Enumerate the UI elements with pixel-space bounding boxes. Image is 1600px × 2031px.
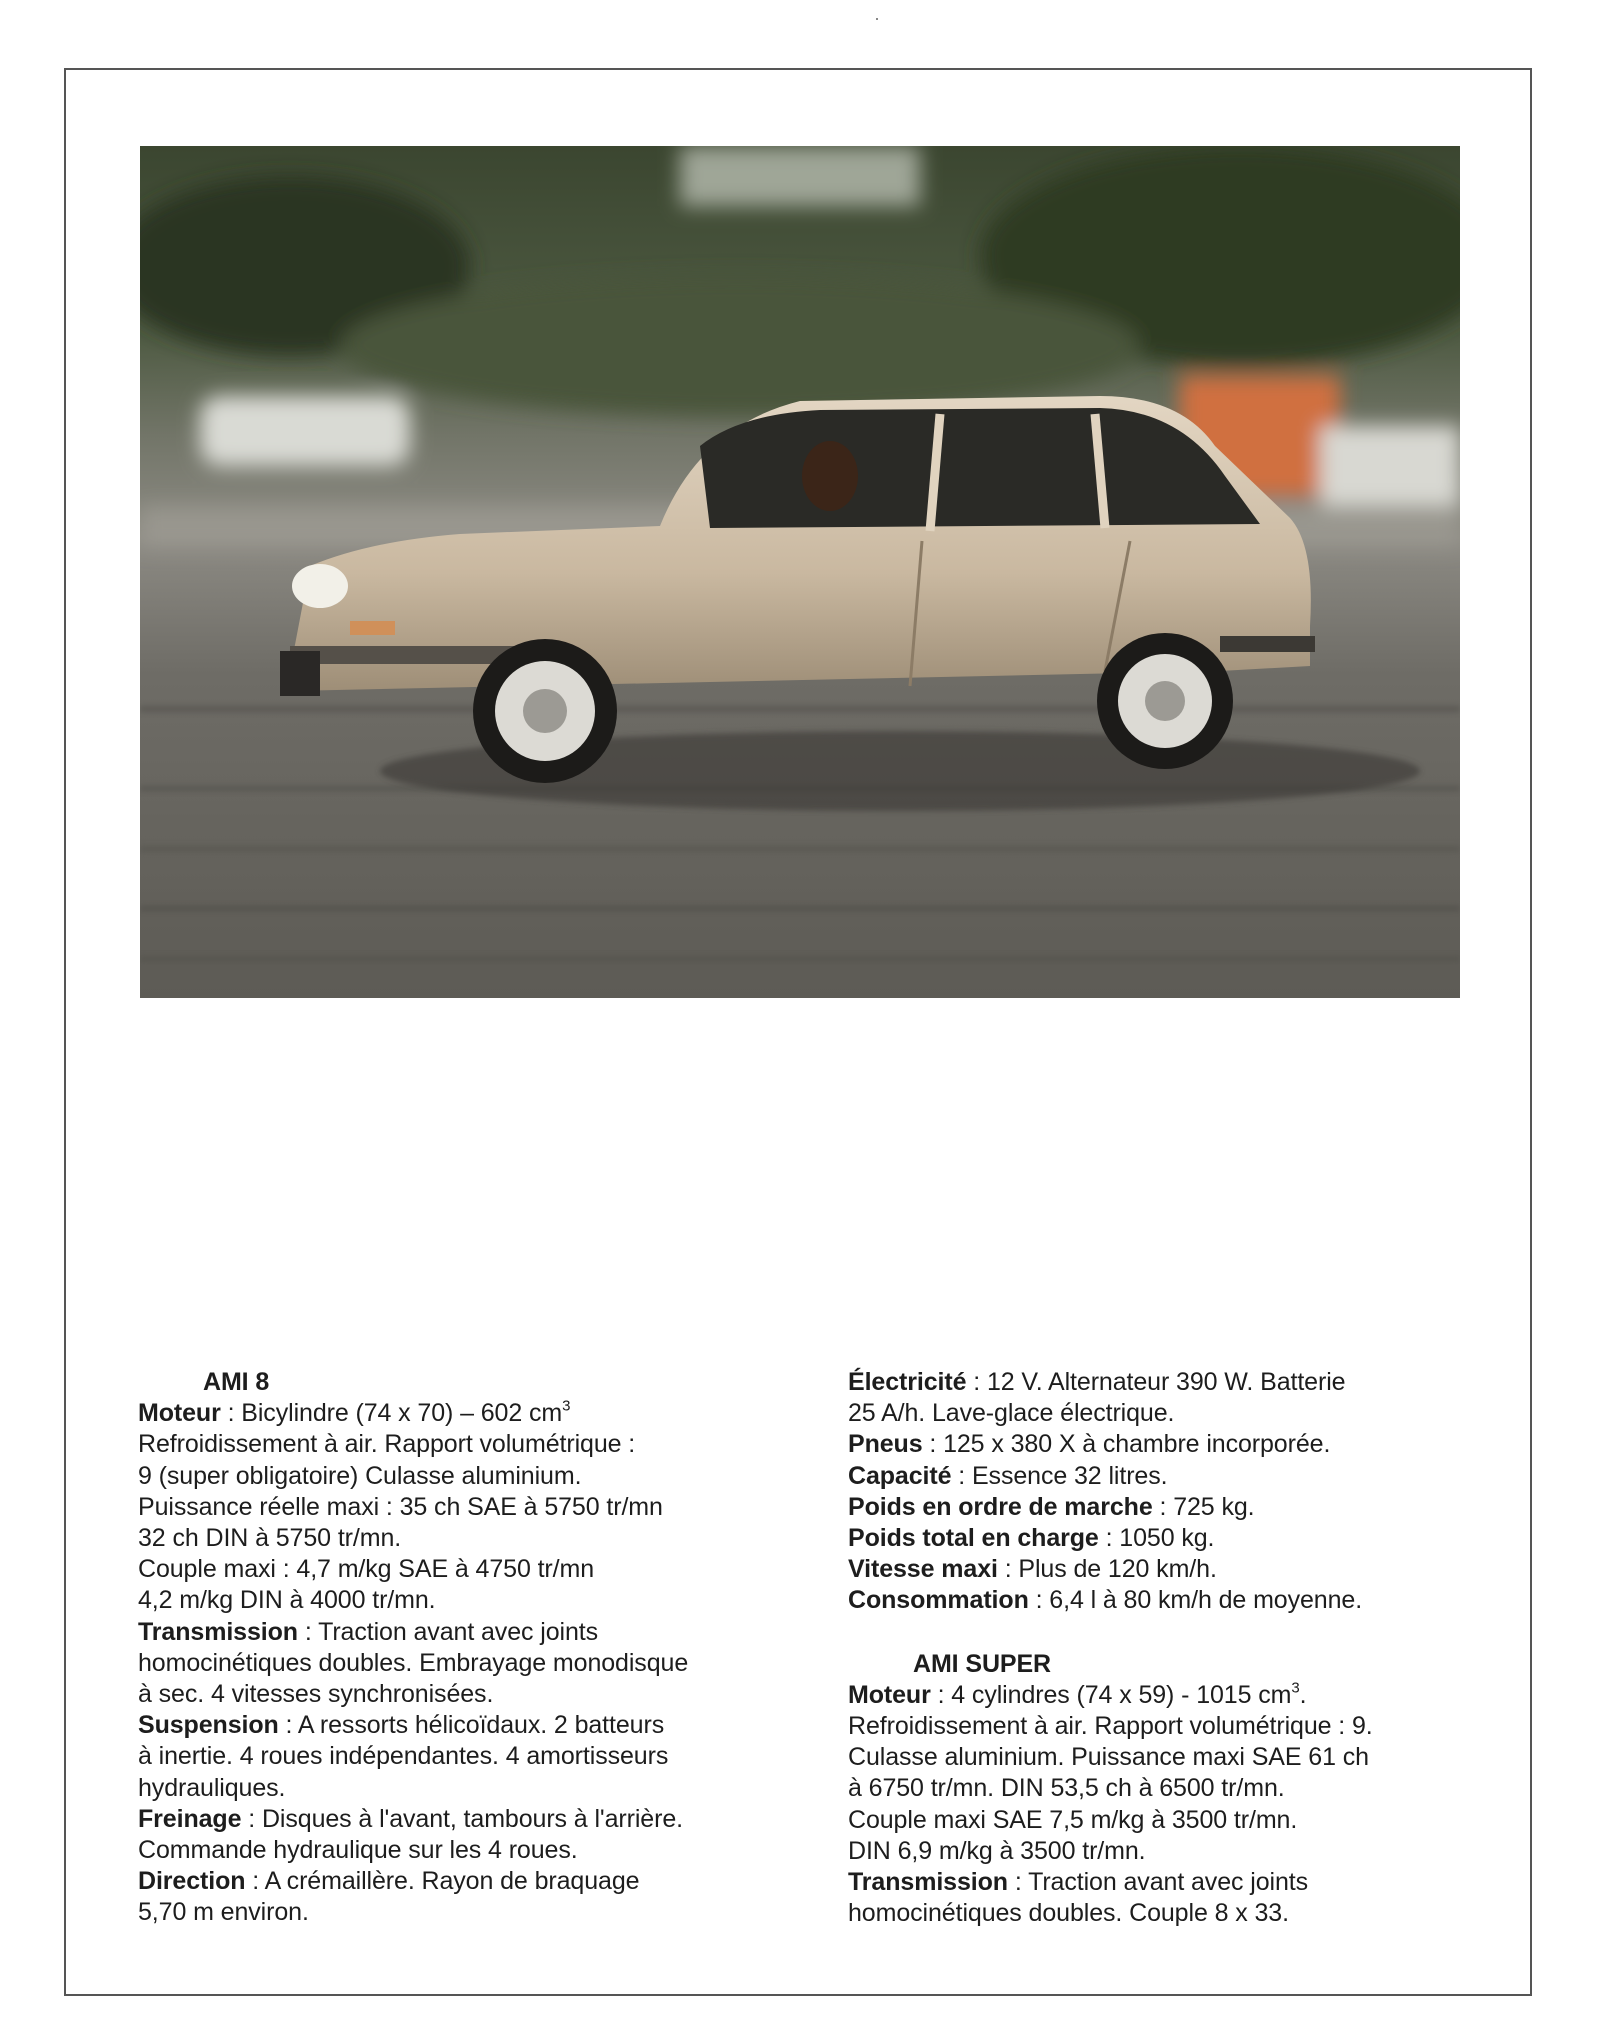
spec-text: 6,4 l à 80 km/h de moyenne. bbox=[1049, 1586, 1363, 1615]
spec-separator: : bbox=[245, 1867, 265, 1896]
ami8-spec-lines bbox=[138, 1398, 778, 1928]
spec-text: Traction avant avec joints bbox=[1028, 1868, 1309, 1897]
spec-text: 1050 kg. bbox=[1119, 1524, 1215, 1553]
spec-text: Couple maxi : 4,7 m/kg SAE à 4750 tr/mn bbox=[138, 1555, 595, 1584]
specs-column-left bbox=[138, 1367, 778, 1929]
speck bbox=[876, 18, 878, 20]
spec-text: 9 (super obligatoire) Culasse aluminium. bbox=[138, 1461, 582, 1490]
spec-separator: : bbox=[241, 1804, 262, 1833]
spec-line bbox=[848, 1398, 1488, 1429]
superscript: 3 bbox=[562, 1397, 571, 1415]
spec-line bbox=[138, 1804, 778, 1835]
spec-key: Poids total en charge bbox=[848, 1524, 1099, 1553]
spec-text: 12 V. Alternateur 390 W. Batterie bbox=[986, 1368, 1346, 1396]
spec-line bbox=[138, 1710, 778, 1741]
spec-text: Couple maxi SAE 7,5 m/kg à 3500 tr/mn. bbox=[848, 1805, 1298, 1834]
spec-key: Capacité bbox=[848, 1461, 952, 1490]
spec-text: 725 kg. bbox=[1173, 1492, 1255, 1521]
spec-line bbox=[138, 1492, 778, 1523]
spec-line bbox=[138, 1897, 778, 1928]
spec-text: Commande hydraulique sur les 4 roues. bbox=[138, 1836, 578, 1865]
car-photo bbox=[140, 146, 1460, 998]
spec-key: Moteur bbox=[138, 1399, 221, 1428]
spec-separator: : bbox=[1152, 1492, 1174, 1521]
heading-ami-super: AMI SUPER bbox=[913, 1649, 1052, 1678]
spec-key: Consommation bbox=[848, 1586, 1029, 1615]
spec-text: Traction avant avec joints bbox=[318, 1617, 599, 1646]
spec-separator: : bbox=[951, 1461, 972, 1490]
spec-key: Vitesse maxi bbox=[848, 1555, 998, 1584]
spec-line bbox=[138, 1617, 778, 1648]
spec-text: 4,2 m/kg DIN à 4000 tr/mn. bbox=[138, 1586, 436, 1615]
ami-super-spec-lines bbox=[848, 1680, 1488, 1930]
specs-column-right bbox=[848, 1367, 1488, 1929]
spec-text: 125 x 380 X à chambre incorporée. bbox=[943, 1430, 1331, 1459]
spec-line bbox=[138, 1398, 778, 1429]
spec-line bbox=[848, 1554, 1488, 1585]
spec-key: Suspension bbox=[138, 1711, 279, 1740]
spec-line bbox=[138, 1741, 778, 1772]
spec-line bbox=[138, 1835, 778, 1866]
spec-text: à 6750 tr/mn. DIN 53,5 ch à 6500 tr/mn. bbox=[848, 1774, 1285, 1803]
spec-separator: : bbox=[966, 1368, 987, 1396]
spec-key: Pneus bbox=[848, 1430, 923, 1459]
spec-text: A crémaillère. Rayon de braquage bbox=[264, 1867, 640, 1896]
spec-line bbox=[138, 1554, 778, 1585]
spec-line bbox=[848, 1773, 1488, 1804]
spec-key: Poids en ordre de marche bbox=[848, 1492, 1153, 1521]
heading-ami8: AMI 8 bbox=[203, 1368, 270, 1396]
spec-text: homocinétiques doubles. Embrayage monodisque bbox=[138, 1648, 689, 1677]
spec-text: hydrauliques. bbox=[138, 1773, 286, 1802]
spec-text: à inertie. 4 roues indépendantes. 4 amortisseurs bbox=[138, 1742, 669, 1771]
spec-text: à sec. 4 vitesses synchronisées. bbox=[138, 1680, 494, 1709]
spec-key: Moteur bbox=[848, 1680, 931, 1709]
spec-separator: : bbox=[1098, 1524, 1120, 1553]
spec-text: 4 cylindres (74 x 59) - 1015 cm bbox=[951, 1680, 1292, 1709]
spec-line bbox=[848, 1461, 1488, 1492]
spec-line bbox=[848, 1492, 1488, 1523]
spec-key: Direction bbox=[138, 1867, 246, 1896]
spec-text: Bicylindre (74 x 70) – 602 cm bbox=[241, 1399, 563, 1428]
spec-key: Transmission bbox=[848, 1868, 1008, 1897]
spec-line bbox=[848, 1429, 1488, 1460]
spec-separator: : bbox=[297, 1617, 319, 1646]
spec-separator: : bbox=[220, 1399, 242, 1428]
spec-line bbox=[848, 1898, 1488, 1929]
spec-text: 25 A/h. Lave-glace électrique. bbox=[848, 1399, 1175, 1428]
spec-line bbox=[138, 1679, 778, 1710]
spec-line bbox=[138, 1648, 778, 1679]
spec-line bbox=[848, 1867, 1488, 1898]
spec-text: 32 ch DIN à 5750 tr/mn. bbox=[138, 1524, 402, 1553]
spec-line bbox=[138, 1585, 778, 1616]
spec-separator: : bbox=[1007, 1868, 1029, 1897]
spec-separator: : bbox=[278, 1711, 298, 1740]
spec-text: homocinétiques doubles. Couple 8 x 33. bbox=[848, 1899, 1289, 1928]
spec-separator: : bbox=[930, 1680, 952, 1709]
spec-text: A ressorts hélicoïdaux. 2 batteurs bbox=[297, 1711, 665, 1740]
spec-line bbox=[138, 1773, 778, 1804]
spec-text: Plus de 120 km/h. bbox=[1018, 1555, 1217, 1584]
spec-text: Essence 32 litres. bbox=[971, 1461, 1168, 1490]
superscript: 3 bbox=[1291, 1679, 1300, 1697]
ami8-spec-lines-continued bbox=[848, 1367, 1488, 1617]
spec-text: Refroidissement à air. Rapport volumétrique : bbox=[138, 1430, 636, 1459]
spec-separator: : bbox=[922, 1430, 944, 1459]
spec-line bbox=[138, 1461, 778, 1492]
spec-text: Culasse aluminium. Puissance maxi SAE 61 ch bbox=[848, 1743, 1369, 1772]
spec-line bbox=[848, 1523, 1488, 1554]
spec-line bbox=[848, 1680, 1488, 1711]
spec-line bbox=[138, 1523, 778, 1554]
spec-key: Freinage bbox=[138, 1804, 242, 1833]
spec-line bbox=[848, 1367, 1488, 1398]
spec-line bbox=[848, 1836, 1488, 1867]
spec-text: Disques à l'avant, tambours à l'arrière. bbox=[261, 1804, 683, 1833]
spec-text: 5,70 m environ. bbox=[138, 1898, 309, 1927]
spec-separator: : bbox=[997, 1555, 1019, 1584]
spec-line bbox=[138, 1866, 778, 1897]
spec-text: Puissance réelle maxi : 35 ch SAE à 5750 tr/mn bbox=[138, 1492, 663, 1521]
spec-key: Électricité bbox=[848, 1368, 967, 1396]
spec-text: DIN 6,9 m/kg à 3500 tr/mn. bbox=[848, 1836, 1146, 1865]
spec-separator: : bbox=[1028, 1586, 1050, 1615]
spec-text: Refroidissement à air. Rapport volumétrique : 9. bbox=[848, 1712, 1373, 1741]
spec-line bbox=[848, 1742, 1488, 1773]
spec-line bbox=[138, 1429, 778, 1460]
spec-line bbox=[848, 1711, 1488, 1742]
spec-line bbox=[848, 1585, 1488, 1616]
spec-text-after: . bbox=[1299, 1680, 1307, 1709]
spec-line bbox=[848, 1805, 1488, 1836]
car-photo-illustration bbox=[140, 146, 1460, 998]
spec-key: Transmission bbox=[138, 1617, 298, 1646]
